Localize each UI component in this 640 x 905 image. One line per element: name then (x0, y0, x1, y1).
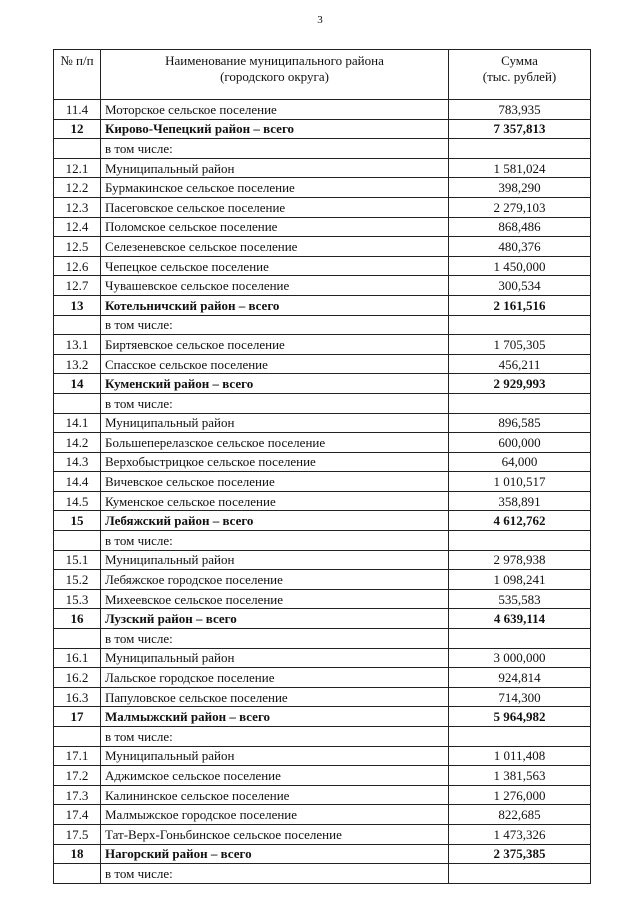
row-name: Чувашевское сельское поселение (101, 276, 449, 296)
row-sum: 358,891 (449, 491, 591, 511)
table-row (54, 158, 591, 178)
table-row (54, 687, 591, 707)
row-number: 15 (54, 511, 101, 531)
table-row (54, 864, 591, 884)
row-name: Поломское сельское поселение (101, 217, 449, 237)
row-number: 14.1 (54, 413, 101, 433)
header-sum-line2: (тыс. рублей) (482, 69, 557, 84)
row-name: Спасское сельское поселение (101, 354, 449, 374)
row-name: в том числе: (101, 864, 449, 884)
row-name: Биртяевское сельское поселение (101, 335, 449, 355)
row-sum (449, 629, 591, 649)
row-sum: 535,583 (449, 589, 591, 609)
row-name: Лебяжский район – всего (101, 511, 449, 531)
row-name: Вичевское сельское поселение (101, 472, 449, 492)
table-row (54, 217, 591, 237)
table-row (54, 100, 591, 120)
row-name: Малмыжский район – всего (101, 707, 449, 727)
row-number: 15.2 (54, 570, 101, 590)
table-row (54, 824, 591, 844)
row-name: Кирово-Чепецкий район – всего (101, 119, 449, 139)
row-number: 16.2 (54, 668, 101, 688)
row-number: 13 (54, 295, 101, 315)
row-sum: 456,211 (449, 354, 591, 374)
table-row (54, 315, 591, 335)
row-number (54, 531, 101, 551)
row-number (54, 315, 101, 335)
row-sum: 4 639,114 (449, 609, 591, 629)
table-row (54, 785, 591, 805)
row-number: 17.5 (54, 824, 101, 844)
row-name: Чепецкое сельское поселение (101, 256, 449, 276)
row-number: 17.4 (54, 805, 101, 825)
row-sum (449, 531, 591, 551)
row-name: в том числе: (101, 393, 449, 413)
table-row (54, 570, 591, 590)
row-sum: 1 098,241 (449, 570, 591, 590)
row-number: 14.3 (54, 452, 101, 472)
table-row-total (54, 374, 591, 394)
header-name-line1: Наименование муниципального района (165, 53, 384, 68)
table-row (54, 805, 591, 825)
row-number (54, 629, 101, 649)
row-sum: 783,935 (449, 100, 591, 120)
row-sum: 1 381,563 (449, 766, 591, 786)
header-name (101, 50, 449, 100)
table-row (54, 335, 591, 355)
page-number: 3 (317, 14, 323, 26)
row-name: Селезеневское сельское поселение (101, 237, 449, 257)
row-sum: 300,534 (449, 276, 591, 296)
row-sum (449, 727, 591, 747)
row-sum: 5 964,982 (449, 707, 591, 727)
row-sum: 1 581,024 (449, 158, 591, 178)
row-name: Лебяжское городское поселение (101, 570, 449, 590)
row-sum: 64,000 (449, 452, 591, 472)
budget-table (53, 49, 591, 884)
table-row-total (54, 119, 591, 139)
row-sum: 1 011,408 (449, 746, 591, 766)
table-row (54, 433, 591, 453)
row-number: 14.4 (54, 472, 101, 492)
row-sum: 3 000,000 (449, 648, 591, 668)
table-row (54, 178, 591, 198)
row-sum: 924,814 (449, 668, 591, 688)
row-name: Лальское городское поселение (101, 668, 449, 688)
row-name: в том числе: (101, 139, 449, 159)
row-number: 13.1 (54, 335, 101, 355)
table-row (54, 550, 591, 570)
table-body (54, 100, 591, 884)
row-number: 14 (54, 374, 101, 394)
table-row (54, 256, 591, 276)
row-sum: 1 705,305 (449, 335, 591, 355)
table-row (54, 648, 591, 668)
row-number: 13.2 (54, 354, 101, 374)
table-row (54, 472, 591, 492)
row-sum: 1 450,000 (449, 256, 591, 276)
table-row-total (54, 844, 591, 864)
row-sum: 714,300 (449, 687, 591, 707)
table-row (54, 727, 591, 747)
table-row (54, 589, 591, 609)
table-header (54, 50, 591, 100)
row-number: 16.1 (54, 648, 101, 668)
row-name: Малмыжское городское поселение (101, 805, 449, 825)
row-name: Муниципальный район (101, 550, 449, 570)
row-sum: 868,486 (449, 217, 591, 237)
row-name: в том числе: (101, 727, 449, 747)
row-number: 14.5 (54, 491, 101, 511)
row-sum: 1 276,000 (449, 785, 591, 805)
row-sum: 7 357,813 (449, 119, 591, 139)
row-name: Папуловское сельское поселение (101, 687, 449, 707)
row-name: Моторское сельское поселение (101, 100, 449, 120)
table-row (54, 668, 591, 688)
row-sum: 2 929,993 (449, 374, 591, 394)
row-sum (449, 393, 591, 413)
row-sum: 480,376 (449, 237, 591, 257)
row-name: Муниципальный район (101, 413, 449, 433)
table-row-total (54, 295, 591, 315)
row-number: 17 (54, 707, 101, 727)
row-name: Нагорский район – всего (101, 844, 449, 864)
row-number (54, 864, 101, 884)
row-sum: 1 473,326 (449, 824, 591, 844)
row-number: 15.3 (54, 589, 101, 609)
row-number: 12.2 (54, 178, 101, 198)
row-sum: 2 375,385 (449, 844, 591, 864)
row-number (54, 139, 101, 159)
row-number: 17.1 (54, 746, 101, 766)
row-number: 11.4 (54, 100, 101, 120)
row-name: в том числе: (101, 629, 449, 649)
row-name: Тат-Верх-Гоньбинское сельское поселение (101, 824, 449, 844)
row-number: 12.4 (54, 217, 101, 237)
row-name: Куменское сельское поселение (101, 491, 449, 511)
row-sum: 1 010,517 (449, 472, 591, 492)
row-number: 17.3 (54, 785, 101, 805)
header-sum-line1: Сумма (501, 53, 538, 68)
row-number: 14.2 (54, 433, 101, 453)
row-sum: 2 279,103 (449, 197, 591, 217)
row-sum (449, 864, 591, 884)
row-name: Верхобыстрицкое сельское поселение (101, 452, 449, 472)
row-number: 18 (54, 844, 101, 864)
row-name: Калининское сельское поселение (101, 785, 449, 805)
row-number: 12.3 (54, 197, 101, 217)
table-row (54, 393, 591, 413)
row-sum (449, 315, 591, 335)
row-number: 16 (54, 609, 101, 629)
row-name: Бурмакинское сельское поселение (101, 178, 449, 198)
table-row (54, 197, 591, 217)
row-name: Большеперелазское сельское поселение (101, 433, 449, 453)
row-name: Муниципальный район (101, 648, 449, 668)
row-name: в том числе: (101, 531, 449, 551)
table-row (54, 629, 591, 649)
header-name-line2: (городского округа) (220, 69, 329, 84)
row-name: Аджимское сельское поселение (101, 766, 449, 786)
row-sum: 2 978,938 (449, 550, 591, 570)
table-row (54, 413, 591, 433)
table-row-total (54, 511, 591, 531)
row-number (54, 393, 101, 413)
table-row (54, 746, 591, 766)
row-sum: 2 161,516 (449, 295, 591, 315)
table-row (54, 354, 591, 374)
row-name: Муниципальный район (101, 158, 449, 178)
row-number: 12 (54, 119, 101, 139)
header-number: № п/п (54, 50, 101, 100)
table-row (54, 531, 591, 551)
row-name: Михеевское сельское поселение (101, 589, 449, 609)
table-row (54, 139, 591, 159)
row-sum: 896,585 (449, 413, 591, 433)
header-row (54, 50, 591, 100)
row-name: Пасеговское сельское поселение (101, 197, 449, 217)
row-number: 15.1 (54, 550, 101, 570)
row-sum: 600,000 (449, 433, 591, 453)
row-number: 12.1 (54, 158, 101, 178)
row-number: 12.6 (54, 256, 101, 276)
row-number: 16.3 (54, 687, 101, 707)
row-number (54, 727, 101, 747)
table-row (54, 766, 591, 786)
table-row (54, 452, 591, 472)
row-sum: 822,685 (449, 805, 591, 825)
table-row-total (54, 707, 591, 727)
row-name: Муниципальный район (101, 746, 449, 766)
row-number: 12.7 (54, 276, 101, 296)
row-name: Котельничский район – всего (101, 295, 449, 315)
row-number: 17.2 (54, 766, 101, 786)
table-row (54, 237, 591, 257)
header-sum (449, 50, 591, 100)
row-number: 12.5 (54, 237, 101, 257)
row-name: Куменский район – всего (101, 374, 449, 394)
row-name: Лузский район – всего (101, 609, 449, 629)
table-row (54, 276, 591, 296)
row-sum (449, 139, 591, 159)
row-name: в том числе: (101, 315, 449, 335)
row-sum: 398,290 (449, 178, 591, 198)
table-row-total (54, 609, 591, 629)
row-sum: 4 612,762 (449, 511, 591, 531)
table-row (54, 491, 591, 511)
